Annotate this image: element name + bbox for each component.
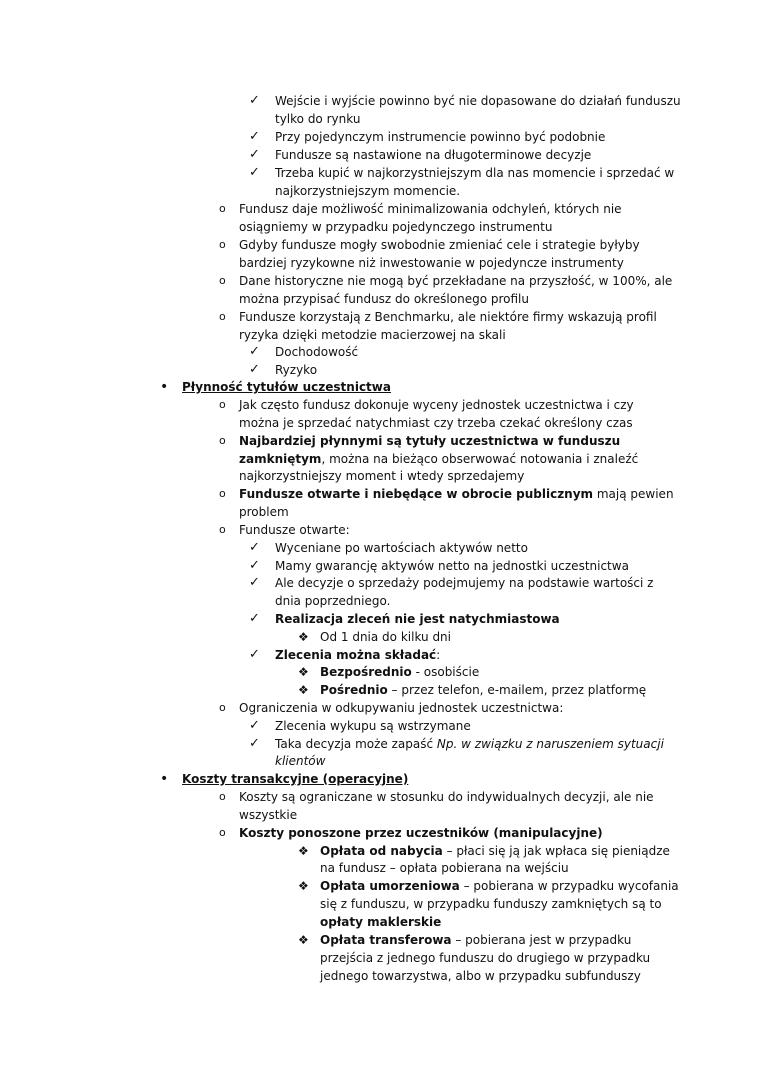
circle-bullet-icon: o	[219, 523, 226, 536]
circle-bullet-icon: o	[219, 434, 226, 447]
list-item-text	[275, 646, 440, 664]
diamond-bullet-icon: ❖	[298, 665, 309, 679]
checkmark-icon: ✓	[249, 165, 260, 180]
list-item-text: Od 1 dnia do kilku dni	[320, 630, 451, 644]
list-item-text: Ryzyko	[275, 363, 318, 377]
diamond-bullet-icon: ❖	[298, 879, 309, 893]
list-item-text: można je sprzedać natychmiast czy trzeba czekać określony czas	[239, 416, 633, 430]
list-item-text: Koszty ponoszone przez uczestników (manipulacyjne)	[239, 826, 603, 840]
circle-bullet-icon: o	[219, 202, 226, 215]
checkmark-icon: ✓	[249, 362, 260, 377]
list-item-text: Koszty są ograniczane w stosunku do indywidualnych decyzji, ale nie	[239, 790, 654, 804]
list-item-text: opłaty maklerskie	[320, 915, 442, 929]
list-item-text: jednego towarzystwa, albo w przypadku subfunduszy	[320, 969, 641, 983]
diamond-bullet-icon: ❖	[298, 933, 309, 947]
circle-bullet-icon: o	[219, 826, 226, 839]
checkmark-icon: ✓	[249, 575, 260, 590]
list-item-text: wszystkie	[239, 808, 298, 822]
list-item-text	[320, 931, 631, 949]
bold-text: Zlecenia można składać	[275, 648, 437, 662]
list-item-text: najkorzystniejszym momencie.	[275, 184, 461, 198]
list-item-text: Trzeba kupić w najkorzystniejszym dla nas momencie i sprzedać w	[275, 166, 675, 180]
checkmark-icon: ✓	[249, 718, 260, 733]
list-item-text	[320, 681, 646, 699]
list-item-text	[320, 842, 670, 860]
bold-text: Bezpośrednio	[320, 665, 412, 679]
list-item-text	[239, 450, 638, 468]
circle-bullet-icon: o	[219, 701, 226, 714]
list-item-text: Fundusze korzystają z Benchmarku, ale niektóre firmy wskazują profil	[239, 310, 657, 324]
text-run: – pobierana jest w przypadku	[451, 933, 632, 947]
list-item-text: Jak często fundusz dokonuje wyceny jednostek uczestnictwa i czy	[239, 398, 634, 412]
checkmark-icon: ✓	[249, 93, 260, 108]
checkmark-icon: ✓	[249, 558, 260, 573]
list-item-text: można przypisać fundusz do określonego profilu	[239, 292, 529, 306]
circle-bullet-icon: o	[219, 310, 226, 323]
list-item-text: tylko do rynku	[275, 112, 361, 126]
list-item-text: Dane historyczne nie mogą być przekładane na przyszłość, w 100%, ale	[239, 274, 673, 288]
text-run: Taka decyzja może zapaść	[275, 737, 437, 751]
list-item-text: Ograniczenia w odkupywaniu jednostek uczestnictwa:	[239, 701, 564, 715]
list-item-text: Wyceniane po wartościach aktywów netto	[275, 541, 528, 555]
diamond-bullet-icon: ❖	[298, 683, 309, 697]
list-item-text	[320, 877, 679, 895]
checkmark-icon: ✓	[249, 611, 260, 626]
list-item-text: Fundusz daje możliwość minimalizowania odchyleń, których nie	[239, 202, 622, 216]
diamond-bullet-icon: ❖	[298, 630, 309, 644]
circle-bullet-icon: o	[219, 487, 226, 500]
list-item-text	[320, 663, 479, 681]
list-item-text: Realizacja zleceń nie jest natychmiastowa	[275, 612, 560, 626]
bold-text: Fundusze otwarte i niebędące w obrocie publicznym	[239, 487, 594, 501]
bold-text: zamkniętym	[239, 452, 322, 466]
italic-text: Np. w związku z naruszeniem sytuacji	[436, 737, 664, 751]
bullet-icon: •	[160, 771, 169, 787]
list-item-text: Najbardziej płynnymi są tytuły uczestnictwa w funduszu	[239, 434, 621, 448]
text-run: mają pewien	[593, 487, 674, 501]
list-item-text: dnia poprzedniego.	[275, 594, 391, 608]
list-item-text: na fundusz – opłata pobierana na wejściu	[320, 861, 569, 875]
list-item-text: Wejście i wyjście powinno być nie dopasowane do działań funduszu	[275, 94, 681, 108]
list-item-text: Dochodowość	[275, 345, 359, 359]
circle-bullet-icon: o	[219, 398, 226, 411]
list-item-text: ryzyka dzięki metodzie macierzowej na skali	[239, 328, 506, 342]
text-run: , można na bieżąco obserwować notowania i znaleźć	[321, 452, 639, 466]
list-item-text: Ale decyzje o sprzedaży podejmujemy na podstawie wartości z	[275, 576, 654, 590]
list-item-text	[275, 735, 664, 753]
list-item-text: Gdyby fundusze mogły swobodnie zmieniać cele i strategie byłyby	[239, 238, 640, 252]
section-heading: Koszty transakcyjne (operacyjne)	[182, 772, 409, 786]
bold-text: Opłata od nabycia	[320, 844, 443, 858]
list-item-text: Fundusze są nastawione na długoterminowe decyzje	[275, 148, 592, 162]
list-item-text: Zlecenia wykupu są wstrzymane	[275, 719, 471, 733]
text-run: – przez telefon, e-mailem, przez platformę	[387, 683, 647, 697]
checkmark-icon: ✓	[249, 736, 260, 751]
circle-bullet-icon: o	[219, 274, 226, 287]
checkmark-icon: ✓	[249, 129, 260, 144]
section-heading: Płynność tytułów uczestnictwa	[182, 380, 391, 394]
list-item-text: osiągniemy w przypadku pojedynczego instrumentu	[239, 220, 553, 234]
list-item-text: Mamy gwarancję aktywów netto na jednostki uczestnictwa	[275, 559, 629, 573]
bold-text: Opłata transferowa	[320, 933, 452, 947]
list-item-text: Fundusze otwarte:	[239, 523, 350, 537]
list-item-text: klientów	[275, 754, 326, 768]
list-item-text: Przy pojedynczym instrumencie powinno być podobnie	[275, 130, 606, 144]
list-item-text: problem	[239, 505, 289, 519]
text-run: :	[436, 648, 441, 662]
list-item-text: najkorzystniejszy moment i wtedy sprzedajemy	[239, 469, 525, 483]
text-run: - osobiście	[411, 665, 480, 679]
circle-bullet-icon: o	[219, 238, 226, 251]
list-item-text: bardziej ryzykowne niż inwestowanie w pojedyncze instrumenty	[239, 256, 624, 270]
text-run: – płaci się ją jak wpłaca się pieniądze	[442, 844, 670, 858]
text-run: – pobierana w przypadku wycofania	[459, 879, 679, 893]
bold-text: Pośrednio	[320, 683, 388, 697]
list-item-text: się z funduszu, w przypadku funduszy zamkniętych są to	[320, 897, 662, 911]
checkmark-icon: ✓	[249, 147, 260, 162]
circle-bullet-icon: o	[219, 790, 226, 803]
bullet-icon: •	[160, 379, 169, 395]
checkmark-icon: ✓	[249, 344, 260, 359]
list-item-text	[239, 485, 674, 503]
checkmark-icon: ✓	[249, 647, 260, 662]
checkmark-icon: ✓	[249, 540, 260, 555]
diamond-bullet-icon: ❖	[298, 844, 309, 858]
list-item-text: przejścia z jednego funduszu do drugiego w przypadku	[320, 951, 651, 965]
bold-text: Opłata umorzeniowa	[320, 879, 460, 893]
